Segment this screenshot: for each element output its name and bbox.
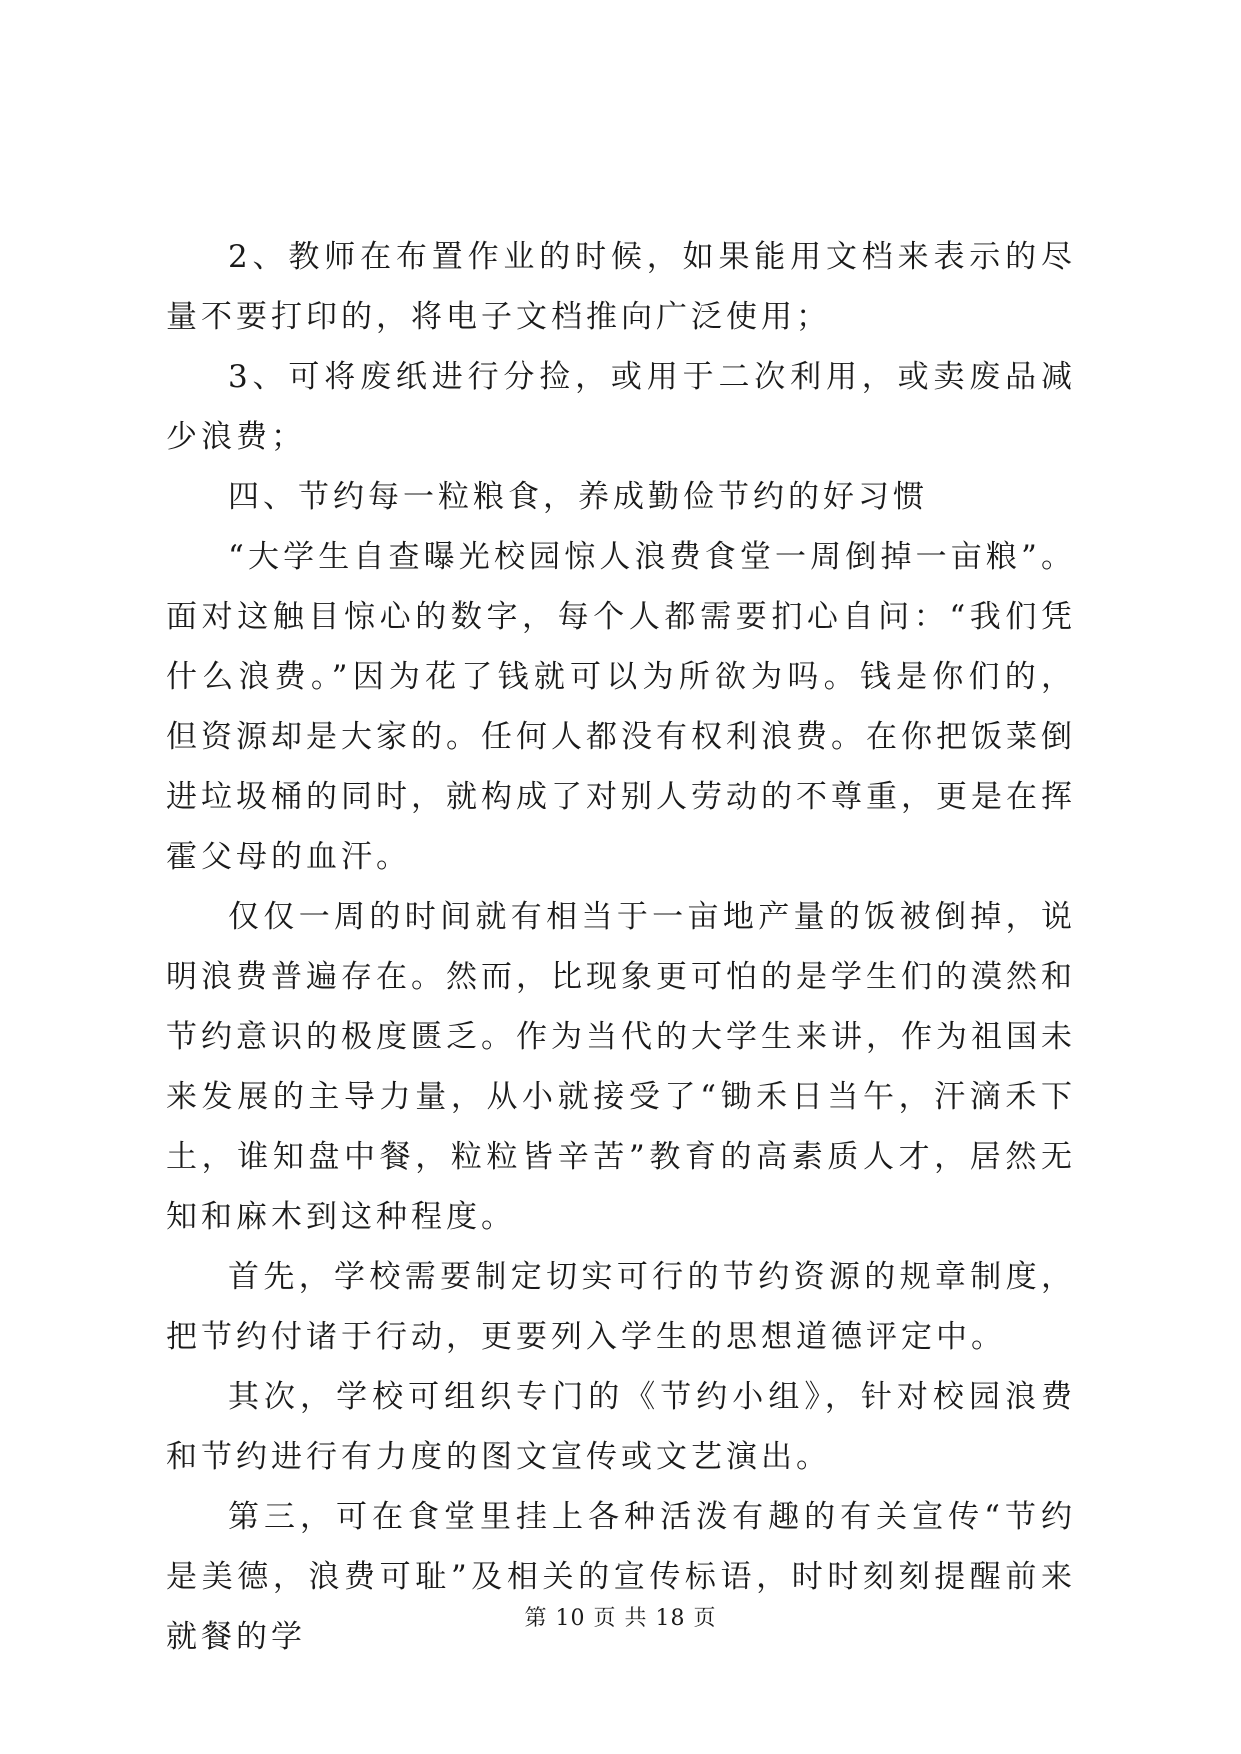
- paragraph-item-2: 2、教师在布置作业的时候，如果能用文档来表示的尽量不要打印的，将电子文档推向广泛使用；: [166, 239, 1076, 335]
- page-number-footer: 第 10 页 共 18 页: [524, 1606, 717, 1631]
- section-heading: 四、节约每一粒粮食，养成勤俭节约的好习惯: [228, 479, 928, 515]
- paragraph-quote: “大学生自查曝光校园惊人浪费食堂一周倒掉一亩粮”。面对这触目惊心的数字，每个人都需要扪心自问：“我们凭什么浪费。”因为花了钱就可以为所欲为吗。钱是你们的，但资源却是大家的。任何人都没有权利浪费。在你把饭菜倒进垃圾桶的同时，就构成了对别人劳动的不尊重，更是在挥霍父母的血汗。: [166, 539, 1076, 875]
- paragraph-first: 首先，学校需要制定切实可行的节约资源的规章制度，把节约付诸于行动，更要列入学生的思想道德评定中。: [166, 1259, 1076, 1355]
- paragraph-second: 其次，学校可组织专门的《节约小组》，针对校园浪费和节约进行有力度的图文宣传或文艺演出。: [166, 1379, 1076, 1475]
- document-body: [166, 227, 1076, 1667]
- paragraph-third: 第三，可在食堂里挂上各种活泼有趣的有关宣传“节约是美德，浪费可耻”及相关的宣传标语，时时刻刻提醒前来就餐的学: [166, 1499, 1076, 1655]
- paragraph-analysis: 仅仅一周的时间就有相当于一亩地产量的饭被倒掉，说明浪费普遍存在。然而，比现象更可怕的是学生们的漠然和节约意识的极度匮乏。作为当代的大学生来讲，作为祖国未来发展的主导力量，从小就接受了“锄禾日当午，汗滴禾下土，谁知盘中餐，粒粒皆辛苦”教育的高素质人才，居然无知和麻木到这种程度。: [166, 899, 1076, 1235]
- paragraph-item-3: 3、可将废纸进行分捡，或用于二次利用，或卖废品减少浪费；: [166, 359, 1076, 455]
